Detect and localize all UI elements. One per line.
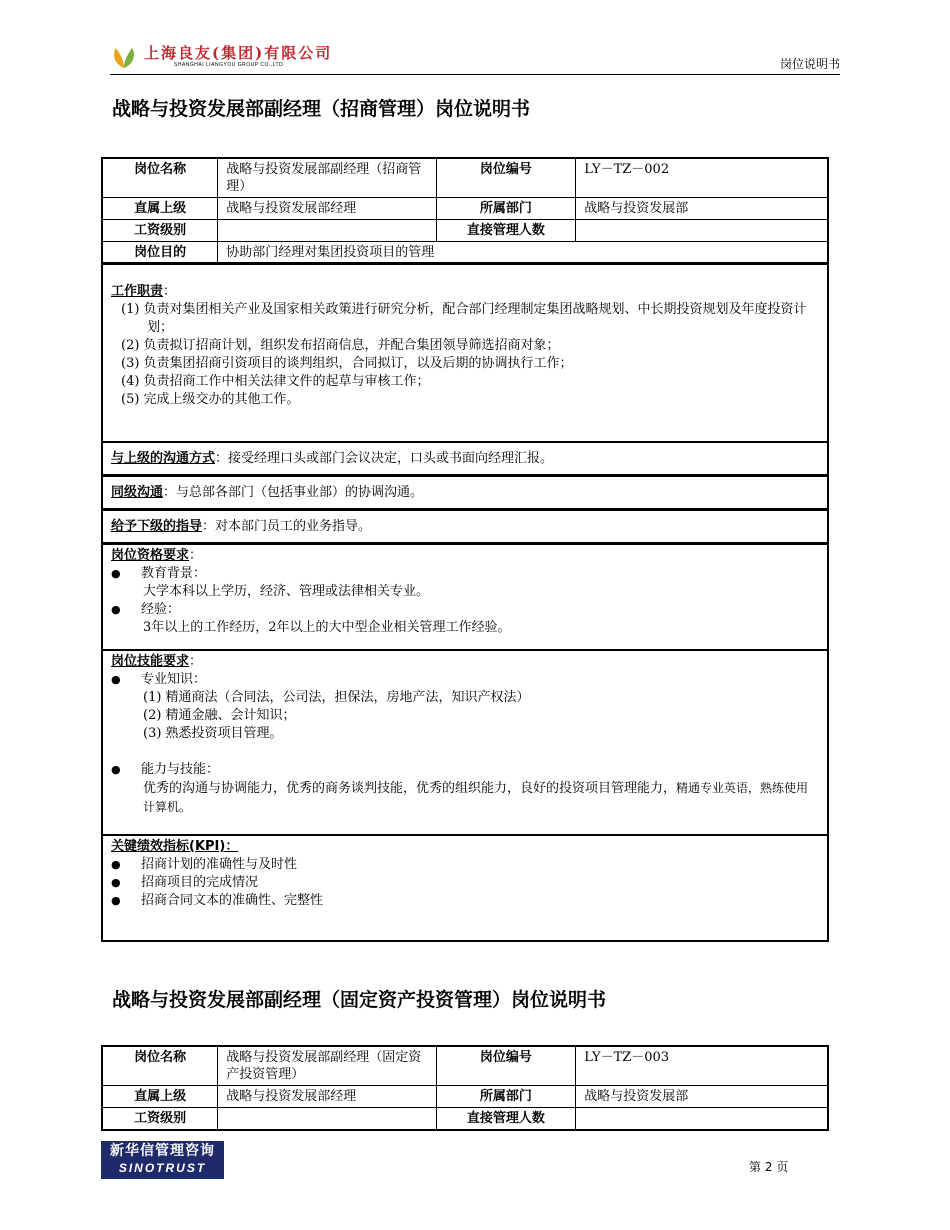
skill-head: 能力与技能： xyxy=(141,762,220,777)
bullet-icon xyxy=(111,856,141,874)
list-item: (4) 负责招商工作中相关法律文件的起草与审核工作； xyxy=(121,374,430,389)
guide-section: 给予下级的指导：对本部门员工的业务指导。 xyxy=(101,510,829,544)
company-logo xyxy=(110,44,332,74)
comm-up-title: 与上级的沟通方式 xyxy=(111,451,216,466)
table-row xyxy=(102,198,828,220)
kpi-section xyxy=(101,835,829,942)
company-name-cn: 上海良友(集团)有限公司 xyxy=(144,44,333,62)
table-row xyxy=(102,1108,828,1131)
consultant-name-cn: 新华信管理咨询 xyxy=(110,1143,215,1159)
value-cell: 战略与投资发展部副经理（固定资产投资管理） xyxy=(218,1046,436,1086)
bullet-icon xyxy=(111,892,141,910)
leaf-icon xyxy=(110,44,138,70)
value-cell: LY－TZ－002 xyxy=(576,158,828,198)
kpi-item: 招商项目的完成情况 xyxy=(141,875,259,890)
guide-title: 给予下级的指导 xyxy=(111,519,203,534)
skill-ability-part1: 优秀的沟通与协调能力，优秀的商务谈判技能，优秀的组织能力，良好的投资项目管理能力， xyxy=(143,781,677,796)
value-cell: 战略与投资发展部副经理（招商管理） xyxy=(218,158,436,198)
kpi-item: 招商计划的准确性与及时性 xyxy=(141,857,298,872)
value-cell: 协助部门经理对集团投资项目的管理 xyxy=(218,242,828,265)
label-cell: 直属上级 xyxy=(102,1086,218,1108)
doc1-title: 战略与投资发展部副经理（招商管理）岗位说明书 xyxy=(112,98,531,120)
skill-title: 岗位技能要求 xyxy=(111,654,190,669)
value-cell xyxy=(218,1108,436,1131)
comm-peer-section: 同级沟通：与总部各部门（包括事业部）的协调沟通。 xyxy=(101,476,829,510)
list-item xyxy=(111,565,819,583)
bullet-icon xyxy=(111,601,141,619)
list-item xyxy=(111,874,819,892)
label-cell: 所属部门 xyxy=(436,1086,576,1108)
list-item: (2) 精通金融、会计知识； xyxy=(143,708,296,723)
bullet-icon xyxy=(111,874,141,892)
value-cell: 战略与投资发展部经理 xyxy=(218,1086,436,1108)
company-name-en: SHANGHAI LIANGYOU GROUP CO.,LTD xyxy=(174,62,284,68)
bullet-icon xyxy=(111,565,141,583)
list-item xyxy=(111,601,819,619)
doc2-title: 战略与投资发展部副经理（固定资产投资管理）岗位说明书 xyxy=(112,989,607,1011)
skill-head: 专业知识： xyxy=(141,672,207,687)
comm-up-text: 接受经理口头或部门会议决定，口头或书面向经理汇报。 xyxy=(228,451,554,466)
kpi-item: 招商合同文本的准确性、完整性 xyxy=(141,893,324,908)
label-cell: 岗位编号 xyxy=(436,1046,576,1086)
skill-section: 岗位技能要求： ● 专业知识： (1) 精通商法（合同法，公司法，担保法，房地产法，知识产权法） (2) 精通金融、会计知识； (3) 熟悉投资项目管理。 ● 能力与技能： 优秀的沟通与协调能力，优秀的商务谈判技能，优秀的组织能力，良好的投资项目管理能力，精通专业英语，熟练使用计算机。 xyxy=(101,650,829,836)
list-item: (3) 负责集团招商引资项目的谈判组织，合同拟订，以及后期的协调执行工作； xyxy=(121,356,573,371)
skill-ability-text xyxy=(111,779,819,817)
comm-peer-title: 同级沟通 xyxy=(111,485,164,500)
label-cell: 直接管理人数 xyxy=(436,1108,576,1131)
comm-peer-text: 与总部各部门（包括事业部）的协调沟通。 xyxy=(176,485,424,500)
qual-body: 大学本科以上学历，经济、管理或法律相关专业。 xyxy=(143,584,430,599)
table-row xyxy=(102,158,828,198)
doc1-info-table xyxy=(101,157,829,265)
consultant-logo xyxy=(101,1141,224,1179)
guide-text: 对本部门员工的业务指导。 xyxy=(215,519,372,534)
bullet-icon xyxy=(111,761,141,779)
value-cell xyxy=(218,220,436,242)
list-item: (3) 熟悉投资项目管理。 xyxy=(143,726,283,741)
label-cell: 直属上级 xyxy=(102,198,218,220)
label-cell: 岗位名称 xyxy=(102,1046,218,1086)
label-cell: 岗位名称 xyxy=(102,158,218,198)
list-item: (1) 负责对集团相关产业及国家相关政策进行研究分析，配合部门经理制定集团战略规划、中长期投资规划及年度投资计划； xyxy=(121,302,807,335)
label-cell: 直接管理人数 xyxy=(436,220,576,242)
list-item: (2) 负责拟订招商计划，组织发布招商信息，并配合集团领导筛选招商对象； xyxy=(121,338,560,353)
list-item xyxy=(111,892,819,910)
doc-type-label: 岗位说明书 xyxy=(779,57,840,71)
value-cell: 战略与投资发展部经理 xyxy=(218,198,436,220)
list-item: (1) 精通商法（合同法，公司法，担保法，房地产法，知识产权法） xyxy=(143,690,530,705)
label-cell: 所属部门 xyxy=(436,198,576,220)
table-row xyxy=(102,220,828,242)
value-cell: LY－TZ－003 xyxy=(576,1046,828,1086)
qual-head: 经验： xyxy=(141,602,181,617)
label-cell: 岗位目的 xyxy=(102,242,218,265)
list-item xyxy=(111,761,819,779)
label-cell: 岗位编号 xyxy=(436,158,576,198)
table-row xyxy=(102,1086,828,1108)
consultant-name-en: SINOTRUST xyxy=(118,1161,207,1175)
qualification-title: 岗位资格要求 xyxy=(111,548,190,563)
value-cell: 战略与投资发展部 xyxy=(576,1086,828,1108)
list-item xyxy=(111,671,819,689)
qual-head: 教育背景： xyxy=(141,566,207,581)
label-cell: 工资级别 xyxy=(102,220,218,242)
list-item xyxy=(111,856,819,874)
table-row xyxy=(102,242,828,265)
qual-body: 3年以上的工作经历，2年以上的大中型企业相关管理工作经验。 xyxy=(143,620,511,635)
table-row xyxy=(102,1046,828,1086)
kpi-title: 关键绩效指标(KPI)： xyxy=(111,839,239,854)
duties-title: 工作职责 xyxy=(111,284,164,299)
value-cell xyxy=(576,220,828,242)
qualification-section: 岗位资格要求： ● 教育背景： 大学本科以上学历，经济、管理或法律相关专业。 ● 经验： 3年以上的工作经历，2年以上的大中型企业相关管理工作经验。 xyxy=(101,544,829,651)
comm-up-section: 与上级的沟通方式：接受经理口头或部门会议决定，口头或书面向经理汇报。 xyxy=(101,442,829,476)
page-number: 第 2 页 xyxy=(749,1160,789,1174)
label-cell: 工资级别 xyxy=(102,1108,218,1131)
bullet-icon xyxy=(111,671,141,689)
duties-section: 工作职责： (1) 负责对集团相关产业及国家相关政策进行研究分析，配合部门经理制定集团战略规划、中长期投资规划及年度投资计划； (2) 负责拟订招商计划，组织发布招商信息，并配合集团领导筛选招商对象； (3) 负责集团招商引资项目的谈判组织，合同拟订，以及后期的协调执行工作； (4) 负责招商工作中相关法律文件的起草与审核工作； (5) 完成上级交办的其他工作。 xyxy=(101,262,829,443)
list-item: (5) 完成上级交办的其他工作。 xyxy=(121,392,300,407)
skill-ability-part2: 精通专业英语，熟练使用计算机。 xyxy=(143,781,809,814)
page-header xyxy=(110,44,840,75)
doc2-info-table xyxy=(101,1045,829,1131)
value-cell: 战略与投资发展部 xyxy=(576,198,828,220)
value-cell xyxy=(576,1108,828,1131)
